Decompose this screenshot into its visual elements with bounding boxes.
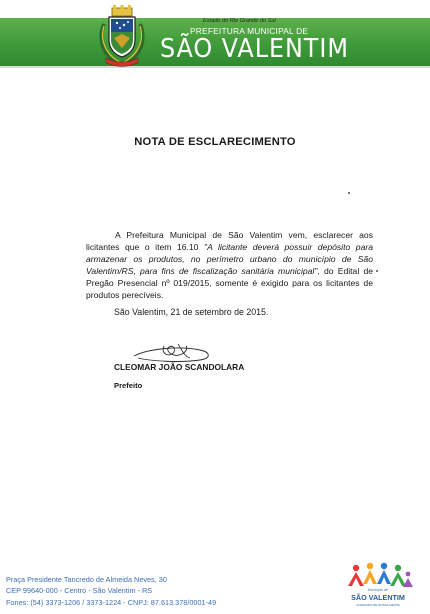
header-city-name: SÃO VALENTIM [160, 34, 349, 64]
signature-block [112, 334, 262, 404]
footer-phones-line: Fones: (54) 3373-1206 / 3373-1224 - CNPJ: 87.613.378/0001-49 [6, 597, 217, 607]
signer-role: Prefeito [114, 381, 143, 390]
body-paragraph [86, 229, 373, 302]
header-prefeitura: PREFEITURA MUNICIPAL DE [190, 26, 309, 36]
footer-cep-line: CEP 99640-000 - Centro - São Valentim - RS [6, 586, 153, 596]
signer-name: CLEOMAR JOÃO SCANDOLARA [114, 362, 245, 372]
logo-subtitle: Município de [367, 588, 389, 592]
letterhead [0, 0, 430, 68]
footer-address-line: Praça Presidente Tancredo de Almeida Neves, 30 [6, 575, 167, 584]
scan-speck [376, 270, 378, 272]
paragraph-text: A Prefeitura Municipal de São Valentim vem, esclarecer aos licitantes que o item 16.10 [86, 229, 373, 252]
document-title: NOTA DE ESCLARECIMENTO [134, 136, 296, 148]
document-date: São Valentim, 21 de setembro de 2015. [114, 307, 269, 317]
logo-tagline: CUIDANDO DE NOSSA GENTE [356, 603, 400, 607]
header-state: Estado do Rio Grande do Sul [203, 18, 276, 24]
paragraph-text: , do Edital de Pregão Presencial nº 019/2015, somente é exigido para os licitantes de produtos perecíveis. [86, 265, 373, 301]
coat-of-arms-icon [98, 4, 146, 70]
quoted-clause: "A licitante deverá possuir depósito para armazenar os produtos, no perímetro urbano do município de São Valentim/RS, para fins de fiscalização sanitária municipal" [86, 241, 373, 276]
scan-speck [348, 192, 350, 194]
logo-city-name: SÃO VALENTIM [351, 593, 405, 602]
footer-address [6, 574, 216, 608]
